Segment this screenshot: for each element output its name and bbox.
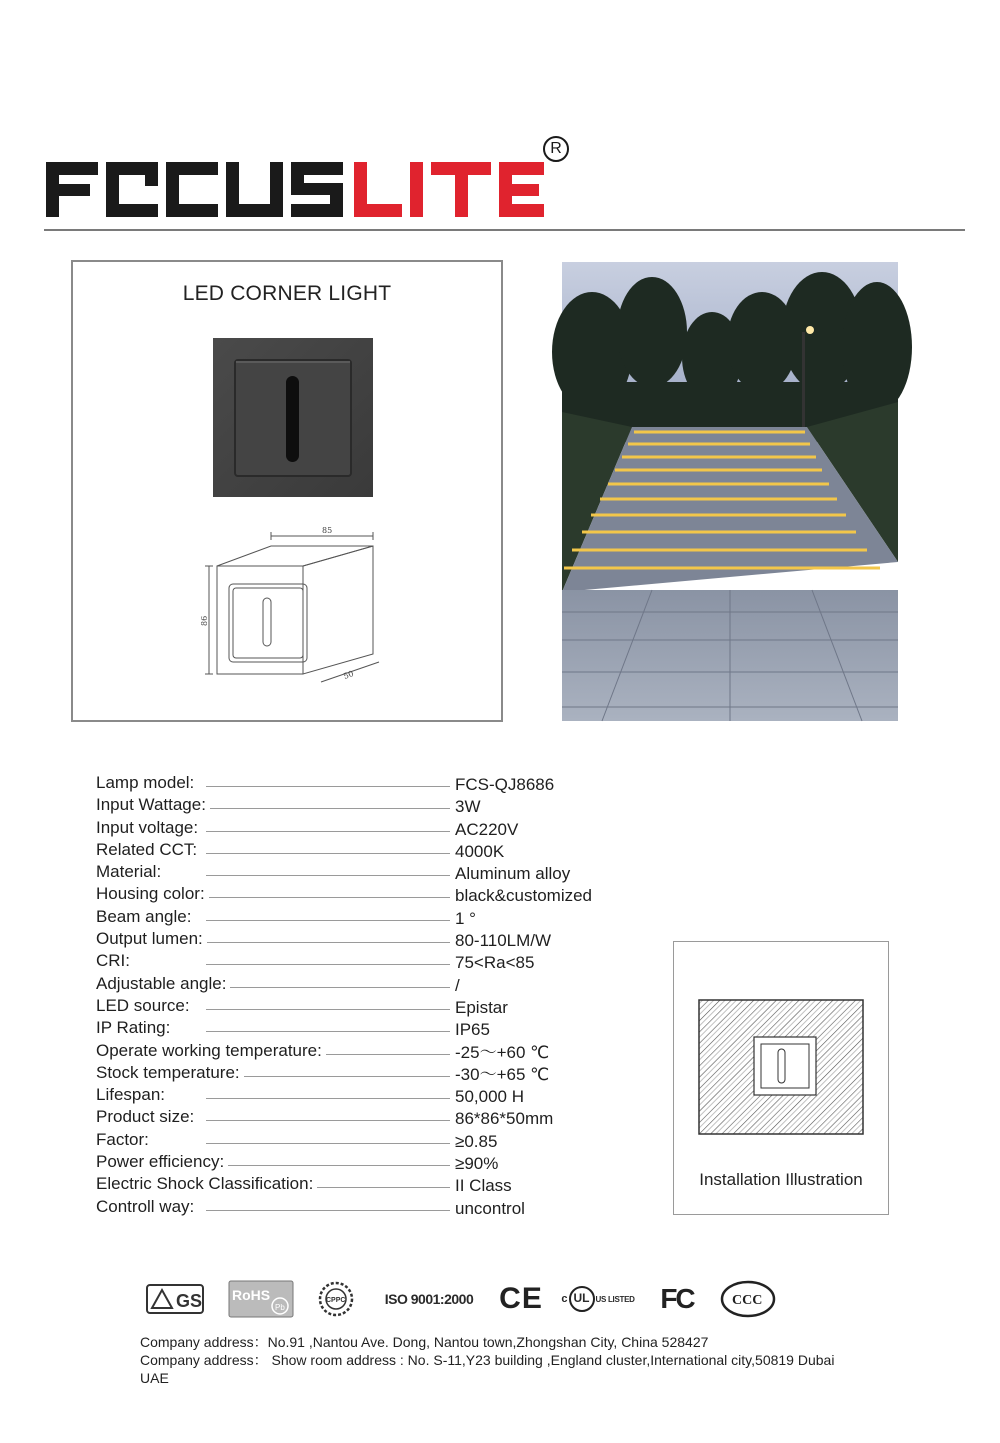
spec-value: Epistar — [455, 997, 508, 1017]
rohs-mark-icon — [228, 1276, 294, 1322]
registered-mark: R — [543, 136, 569, 162]
address-line-2: Company address： Show room address : No. S-11,Y23 building ,England cluster,International city,50819 Dubai — [140, 1352, 835, 1368]
svg-text:CCC: CCC — [732, 1293, 763, 1308]
spec-row — [96, 772, 616, 794]
spec-row — [96, 906, 616, 928]
ul-listed-mark-icon: c UL US LISTED — [558, 1276, 638, 1322]
certification-strip — [140, 1276, 790, 1322]
dim-height-label: 86 — [200, 615, 209, 626]
spec-value: ≥0.85 — [455, 1131, 498, 1151]
spec-row — [96, 1040, 616, 1062]
spec-value: 3W — [455, 797, 481, 817]
spec-row — [96, 1173, 616, 1195]
brand-logo — [44, 150, 584, 225]
spec-row — [96, 861, 616, 883]
gs-mark-icon — [146, 1276, 204, 1322]
spec-value: -30～+65 ℃ — [455, 1064, 550, 1084]
logo-red-part — [354, 162, 544, 217]
spec-row — [96, 928, 616, 950]
installation-caption: Installation Illustration — [699, 1170, 863, 1189]
spec-row — [96, 1017, 616, 1039]
spec-row — [96, 794, 616, 816]
spec-value: ≥90% — [455, 1154, 499, 1174]
dim-depth-label: 50 — [342, 669, 355, 682]
spec-row — [96, 1084, 616, 1106]
spec-table — [96, 772, 616, 1218]
spec-label: Power efficiency: — [96, 1151, 228, 1173]
installation-box — [673, 941, 889, 1215]
spec-value: 4000K — [455, 841, 505, 861]
spec-label: Controll way: — [96, 1196, 198, 1218]
spec-row — [96, 1196, 616, 1218]
spec-label: Input Wattage: — [96, 794, 210, 816]
spec-label: LED source: — [96, 995, 194, 1017]
spec-label: Stock temperature: — [96, 1062, 244, 1084]
spec-label: Output lumen: — [96, 928, 207, 950]
spec-label: Lifespan: — [96, 1084, 169, 1106]
spec-label: Lamp model: — [96, 772, 198, 794]
spec-value: 1 ° — [455, 908, 476, 928]
spec-value: uncontrol — [455, 1198, 525, 1218]
spec-label: Housing color: — [96, 883, 209, 905]
spec-value: 86*86*50mm — [455, 1109, 554, 1129]
spec-label: Input voltage: — [96, 817, 202, 839]
spec-value: AC220V — [455, 819, 519, 839]
ce-mark-icon: CE — [499, 1282, 543, 1315]
spec-value: Aluminum alloy — [455, 864, 571, 884]
spec-value: black&customized — [455, 886, 593, 906]
fcc-mark-icon: FC — [660, 1283, 694, 1314]
iso-mark: ISO 9001:2000 — [384, 1291, 474, 1307]
spec-value: IP65 — [455, 1020, 490, 1040]
address-line-1: Company address：No.91 ,Nantou Ave. Dong, Nantou town,Zhongshan City, China 528427 — [140, 1334, 709, 1350]
spec-value: 80-110LM/W — [455, 931, 552, 951]
dimension-drawing — [200, 524, 383, 684]
cppc-mark-icon — [316, 1276, 356, 1322]
spec-row — [96, 1106, 616, 1128]
svg-text:Pb: Pb — [275, 1303, 285, 1312]
spec-value: II Class — [455, 1176, 512, 1196]
dim-width-label: 85 — [322, 526, 333, 535]
product-panel — [71, 260, 503, 722]
spec-value: / — [455, 975, 460, 995]
svg-text:RoHS: RoHS — [232, 1287, 271, 1303]
spec-row — [96, 973, 616, 995]
spec-label: Material: — [96, 861, 165, 883]
spec-value: FCS-QJ8686 — [455, 775, 555, 794]
header-divider — [44, 229, 965, 231]
spec-row — [96, 950, 616, 972]
spec-label: Related CCT: — [96, 839, 201, 861]
product-photo — [213, 338, 373, 497]
ccc-mark-icon — [718, 1276, 778, 1322]
spec-row — [96, 1062, 616, 1084]
spec-label: Electric Shock Classification: — [96, 1173, 317, 1195]
spec-row — [96, 995, 616, 1017]
spec-value: 50,000 H — [455, 1087, 524, 1107]
spec-value: 75<Ra<85 — [455, 953, 535, 973]
application-photo — [562, 262, 898, 721]
installation-illustration — [698, 999, 864, 1135]
svg-text:CPPC: CPPC — [326, 1297, 346, 1304]
spec-label: IP Rating: — [96, 1017, 174, 1039]
logo-dark-part — [46, 162, 343, 217]
product-title: LED CORNER LIGHT — [182, 282, 392, 305]
spec-row — [96, 883, 616, 905]
spec-value: -25～+60 ℃ — [455, 1042, 550, 1062]
address-line-3: UAE — [140, 1370, 169, 1386]
spec-label: Operate working temperature: — [96, 1040, 326, 1062]
spec-label: Factor: — [96, 1129, 153, 1151]
company-footer — [140, 1333, 880, 1387]
svg-text:GS: GS — [176, 1291, 203, 1311]
spec-row — [96, 817, 616, 839]
spec-label: CRI: — [96, 950, 134, 972]
spec-row — [96, 1151, 616, 1173]
spec-row — [96, 839, 616, 861]
spec-label: Adjustable angle: — [96, 973, 230, 995]
spec-row — [96, 1129, 616, 1151]
spec-label: Beam angle: — [96, 906, 195, 928]
spec-label: Product size: — [96, 1106, 198, 1128]
